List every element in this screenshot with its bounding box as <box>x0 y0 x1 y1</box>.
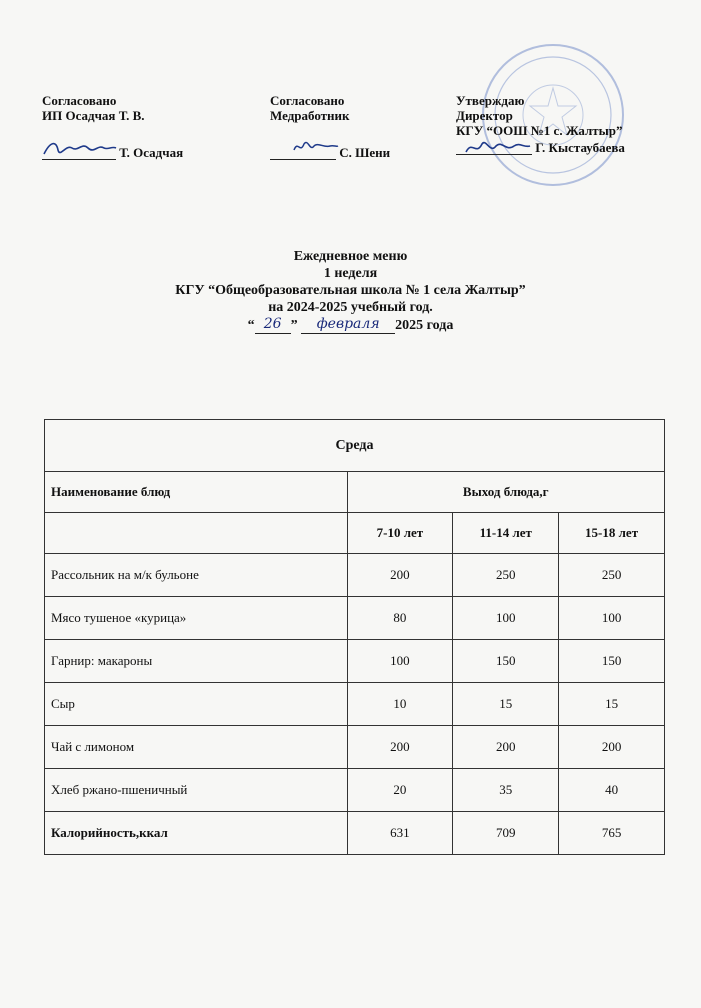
dish-name: Рассольник на м/к бульоне <box>45 554 348 597</box>
age-group-header: 7-10 лет <box>347 513 453 554</box>
title-year: на 2024-2025 учебный год. <box>268 300 433 315</box>
table-row <box>45 554 665 597</box>
approval-label: Утверждаю <box>456 93 525 108</box>
dish-yield: 40 <box>559 769 665 812</box>
age-group-header: 15-18 лет <box>559 513 665 554</box>
title-week: 1 неделя <box>323 266 378 281</box>
table-row <box>45 769 665 812</box>
signature-underline <box>270 159 336 160</box>
dish-yield: 250 <box>453 554 559 597</box>
dish-name: Мясо тушеное «курица» <box>45 597 348 640</box>
total-label: Калорийность,ккал <box>45 812 348 855</box>
approval-org: КГУ “ООШ №1 с. Жалтыр” <box>456 123 623 138</box>
column-header-dish: Наименование блюд <box>45 472 348 513</box>
dish-yield: 250 <box>559 554 665 597</box>
document-title <box>0 248 701 334</box>
dish-name: Чай с лимоном <box>45 726 348 769</box>
dish-yield: 20 <box>347 769 453 812</box>
dish-name: Хлеб ржано-пшеничный <box>45 769 348 812</box>
empty-cell <box>45 513 348 554</box>
menu-table <box>44 419 665 855</box>
dish-yield: 15 <box>453 683 559 726</box>
table-row <box>45 726 665 769</box>
table-row-age-groups <box>45 513 665 554</box>
approval-role: Директор <box>456 108 513 123</box>
signer-name: С. Шени <box>339 145 391 160</box>
table-row-total <box>45 812 665 855</box>
approval-org: ИП Осадчая Т. В. <box>42 108 145 123</box>
dish-name: Сыр <box>45 683 348 726</box>
dish-yield: 35 <box>453 769 559 812</box>
date-day: 26 <box>255 316 291 334</box>
age-group-header: 11-14 лет <box>453 513 559 554</box>
total-value: 631 <box>347 812 453 855</box>
handwritten-signature-middle <box>290 136 340 158</box>
dish-yield: 10 <box>347 683 453 726</box>
approval-role: Медработник <box>270 108 350 123</box>
dish-yield: 150 <box>559 640 665 683</box>
dish-yield: 100 <box>559 597 665 640</box>
table-row-day <box>45 420 665 472</box>
total-value: 765 <box>559 812 665 855</box>
quote-open: “ <box>247 318 255 333</box>
table-row <box>45 597 665 640</box>
dish-yield: 80 <box>347 597 453 640</box>
total-value: 709 <box>453 812 559 855</box>
date-year: 2025 года <box>395 318 454 333</box>
title-line: Ежедневное меню <box>293 249 408 264</box>
dish-yield: 150 <box>453 640 559 683</box>
signer-name: Г. Кыстаубаева <box>535 140 625 155</box>
day-header: Среда <box>45 420 665 472</box>
dish-yield: 200 <box>347 726 453 769</box>
dish-name: Гарнир: макароны <box>45 640 348 683</box>
approval-label: Согласовано <box>270 93 345 108</box>
handwritten-signature-left <box>40 136 118 162</box>
date-month: февраля <box>301 316 395 334</box>
handwritten-signature-right <box>462 136 532 160</box>
dish-yield: 15 <box>559 683 665 726</box>
signer-name: Т. Осадчая <box>119 145 184 160</box>
column-header-yield: Выход блюда,г <box>347 472 664 513</box>
quote-close: ” <box>290 318 298 333</box>
dish-yield: 200 <box>453 726 559 769</box>
dish-yield: 200 <box>347 554 453 597</box>
dish-yield: 100 <box>453 597 559 640</box>
table-row-headers <box>45 472 665 513</box>
title-school: КГУ “Общеобразовательная школа № 1 села Жалтыр” <box>175 283 526 298</box>
dish-yield: 100 <box>347 640 453 683</box>
table-row <box>45 683 665 726</box>
table-row <box>45 640 665 683</box>
dish-yield: 200 <box>559 726 665 769</box>
approval-label: Согласовано <box>42 93 117 108</box>
title-date <box>0 316 701 334</box>
